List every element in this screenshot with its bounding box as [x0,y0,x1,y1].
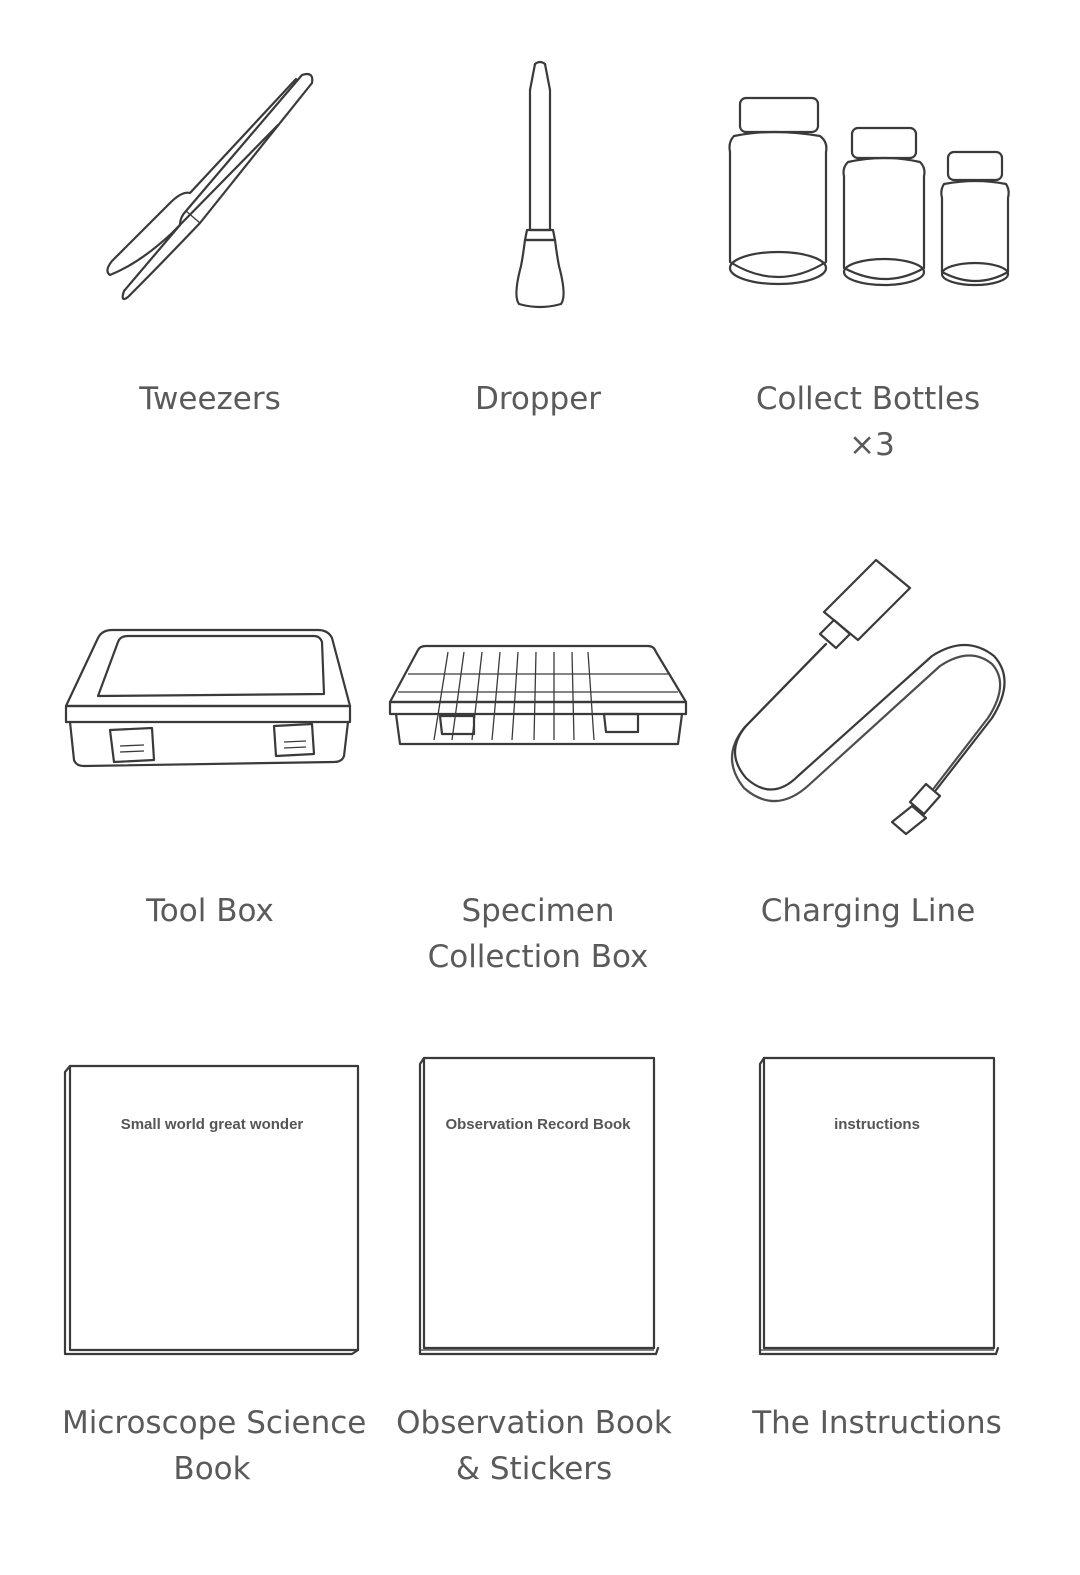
book-icon [756,1056,1000,1358]
cover-title: instructions [834,1116,920,1133]
dropper-icon [505,60,575,310]
label-line: Charging Line [760,893,976,929]
label-line: Book [173,1451,251,1487]
label-line: Collection Box [427,939,649,975]
cover-title: Small world great wonder [120,1116,304,1133]
label-line: & Stickers [455,1451,613,1487]
tweezers-icon [100,65,330,310]
label-line: Observation Book [396,1405,672,1441]
label-line: ×3 [849,427,895,463]
specimen-box-icon [388,644,688,748]
bottles-icon [722,92,1014,288]
label-line: Microscope Science [62,1405,367,1441]
book-icon [62,1064,360,1356]
label-line: Collect Bottles [755,381,981,417]
label-line: The Instructions [752,1405,1002,1441]
cover-title: Observation Record Book [445,1116,631,1133]
label-line: Specimen [461,893,615,929]
toolbox-icon [62,626,354,770]
usb-cable-icon [726,556,1010,836]
book-icon [416,1056,660,1358]
label-line: Tool Box [146,893,274,929]
label-line: Dropper [474,381,602,417]
label-line: Tweezers [139,381,281,417]
